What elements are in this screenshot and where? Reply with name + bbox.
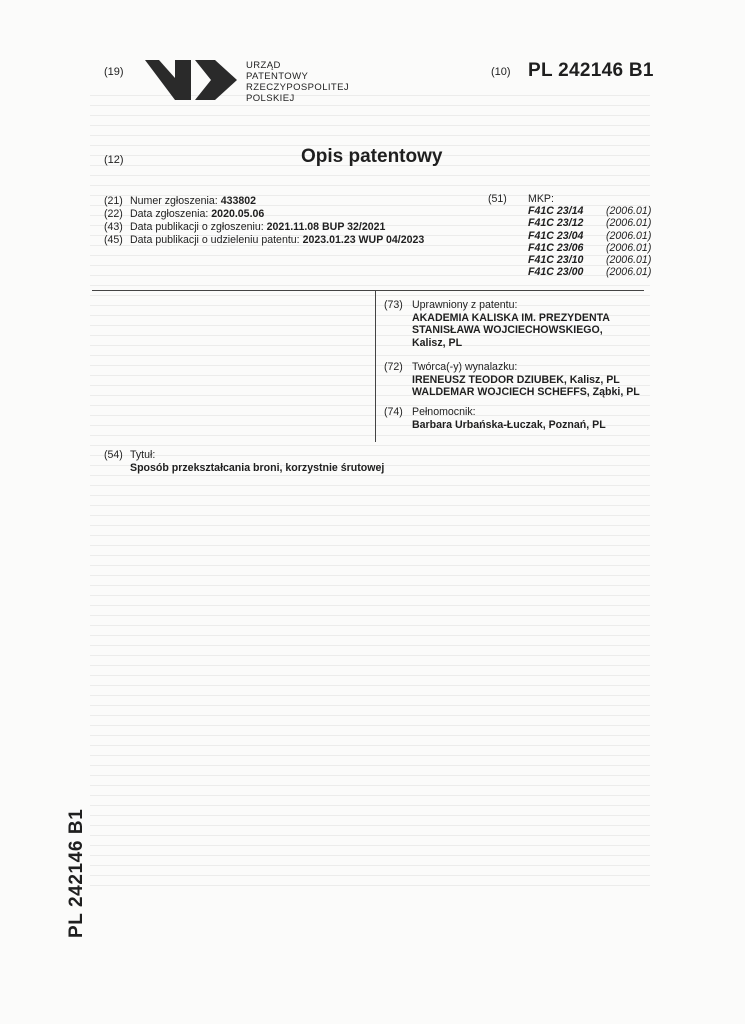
show-through-line	[90, 105, 650, 106]
office-line: POLSKIEJ	[246, 93, 295, 104]
patent-office-name	[246, 60, 349, 104]
classification-heading: (51) MKP:	[488, 193, 554, 205]
application-row: (21) Numer zgłoszenia: 433802	[104, 195, 257, 207]
inid-office: (19)	[104, 66, 124, 78]
show-through-line	[90, 585, 650, 586]
office-line: PATENTOWY	[246, 71, 309, 82]
show-through-line	[90, 635, 650, 636]
inventors: (72) Twórca(-y) wynalazku: IRENEUSZ TEODOR DZIUBEK, Kalisz, PL WALDEMAR WOJCIECH SCHEFFS, Ząbki, PL	[384, 361, 640, 398]
show-through-line	[90, 445, 650, 446]
show-through-line	[90, 505, 650, 506]
show-through-line	[90, 515, 650, 516]
show-through-line	[90, 865, 650, 866]
show-through-line	[90, 675, 650, 676]
patent-office-logo-icon	[145, 60, 237, 100]
show-through-line	[90, 885, 650, 886]
patent-owner: (73) Uprawniony z patentu: AKADEMIA KALISKA IM. PREZYDENTA STANISŁAWA WOJCIECHOWSKIEGO, Kalisz, PL	[384, 299, 610, 349]
show-through-line	[90, 595, 650, 596]
show-through-line	[90, 655, 650, 656]
classification-code: F41C 23/06 (2006.01)	[528, 241, 652, 254]
show-through-line	[90, 545, 650, 546]
show-through-line	[90, 295, 650, 296]
show-through-line	[90, 625, 650, 626]
classification-code: F41C 23/14 (2006.01)	[528, 205, 652, 218]
show-through-line	[90, 575, 650, 576]
show-through-line	[90, 175, 650, 176]
show-through-line	[90, 475, 650, 476]
show-through-line	[90, 815, 650, 816]
show-through-line	[90, 125, 650, 126]
classification-block	[488, 193, 651, 278]
office-line: RZECZYPOSPOLITEJ	[246, 82, 350, 93]
inid-number: (10)	[491, 66, 511, 78]
invention-title: (54) Tytuł: Sposób przekształcania broni, korzystnie śrutowej	[104, 449, 385, 474]
vertical-divider	[375, 290, 376, 442]
side-patent-number: PL 242146 B1	[66, 808, 87, 938]
show-through-line	[90, 715, 650, 716]
classification-code: F41C 23/04 (2006.01)	[528, 229, 652, 242]
inid-doc: (12)	[104, 154, 124, 166]
show-through-line	[90, 535, 650, 536]
show-through-line	[90, 755, 650, 756]
application-data	[104, 195, 424, 247]
horizontal-divider	[92, 290, 644, 291]
attorney: (74) Pełnomocnik: Barbara Urbańska-Łuczak, Poznań, PL	[384, 406, 606, 431]
show-through-line	[90, 355, 650, 356]
show-through-line	[90, 705, 650, 706]
show-through-line	[90, 615, 650, 616]
document-type-title: Opis patentowy	[301, 146, 443, 167]
show-through-line	[90, 665, 650, 666]
show-through-line	[90, 605, 650, 606]
patent-number: PL 242146 B1	[528, 60, 654, 81]
show-through-line	[90, 825, 650, 826]
show-through-line	[90, 185, 650, 186]
show-through-line	[90, 485, 650, 486]
show-through-line	[90, 645, 650, 646]
show-through-line	[90, 495, 650, 496]
show-through-line	[90, 285, 650, 286]
show-through-line	[90, 875, 650, 876]
show-through-line	[90, 765, 650, 766]
show-through-line	[90, 555, 650, 556]
show-through-line	[90, 785, 650, 786]
show-through-line	[90, 795, 650, 796]
application-row: (43) Data publikacji o zgłoszeniu: 2021.11.08 BUP 32/2021	[104, 221, 386, 233]
classification-code: F41C 23/10 (2006.01)	[528, 254, 652, 267]
office-line: URZĄD	[246, 60, 281, 71]
show-through-line	[90, 565, 650, 566]
show-through-line	[90, 735, 650, 736]
show-through-line	[90, 725, 650, 726]
show-through-line	[90, 835, 650, 836]
classification-code: F41C 23/12 (2006.01)	[528, 217, 652, 230]
show-through-line	[90, 135, 650, 136]
classification-code: F41C 23/00 (2006.01)	[528, 266, 652, 279]
application-row: (22) Data zgłoszenia: 2020.05.06	[104, 208, 265, 220]
show-through-line	[90, 855, 650, 856]
show-through-line	[90, 115, 650, 116]
show-through-line	[90, 745, 650, 746]
show-through-line	[90, 845, 650, 846]
show-through-line	[90, 775, 650, 776]
show-through-line	[90, 435, 650, 436]
show-through-line	[90, 685, 650, 686]
show-through-line	[90, 805, 650, 806]
application-row: (45) Data publikacji o udzieleniu patentu: 2023.01.23 WUP 04/2023	[104, 234, 425, 246]
show-through-line	[90, 525, 650, 526]
show-through-line	[90, 695, 650, 696]
